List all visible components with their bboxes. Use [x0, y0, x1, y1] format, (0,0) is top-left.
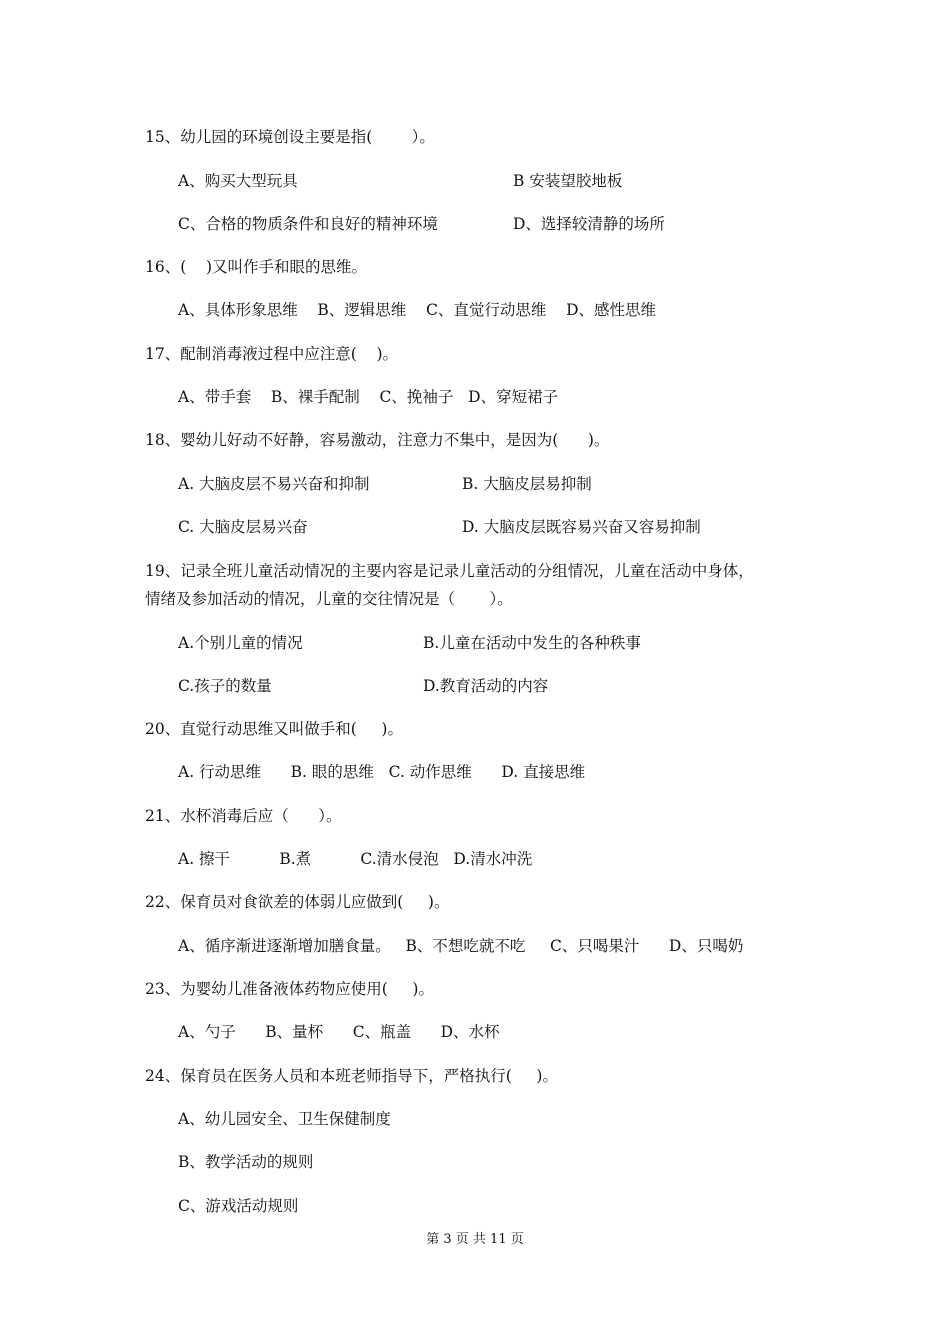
option-19-a: A.个别儿童的情况: [178, 634, 303, 652]
options-20: A. 行动思维 B. 眼的思维 C. 动作思维 D. 直接思维: [178, 763, 586, 781]
question-18: 18、婴幼儿好动不好静，容易激动，注意力不集中，是因为( )。: [145, 431, 610, 449]
question-22: 22、保育员对食欲差的体弱儿应做到( )。: [145, 893, 450, 911]
option-18-b: B. 大脑皮层易抑制: [462, 475, 592, 493]
question-23: 23、为婴幼儿准备液体药物应使用( )。: [145, 980, 434, 998]
options-22: A、循序渐进逐渐增加膳食量。 B、不想吃就不吃 C、只喝果汁 D、只喝奶: [178, 937, 744, 955]
option-19-b: B.儿童在活动中发生的各种秩事: [423, 634, 641, 652]
option-18-a: A. 大脑皮层不易兴奋和抑制: [178, 475, 370, 493]
question-15: 15、幼儿园的环境创设主要是指( ）。: [145, 128, 435, 146]
question-17: 17、配制消毒液过程中应注意( )。: [145, 345, 399, 363]
options-17: A、带手套 B、裸手配制 C、挽袖子 D、穿短裙子: [178, 388, 559, 406]
option-15-d: D、选择较清静的场所: [513, 215, 665, 233]
option-24-a: A、幼儿园安全、卫生保健制度: [178, 1110, 391, 1128]
question-19: 19、记录全班儿童活动情况的主要内容是记录儿童活动的分组情况，儿童在活动中身体，: [145, 562, 754, 580]
options-23: A、勺子 B、量杯 C、瓶盖 D、水杯: [178, 1023, 500, 1041]
option-19-c: C.孩子的数量: [178, 677, 272, 695]
options-21: A. 擦干 B.煮 C.清水侵泡 D.清水冲洗: [178, 850, 533, 868]
question-16: 16、( )又叫作手和眼的思维。: [145, 258, 368, 276]
option-15-c: C、合格的物质条件和良好的精神环境: [178, 215, 438, 233]
option-24-b: B、教学活动的规则: [178, 1153, 314, 1171]
question-20: 20、直觉行动思维又叫做手和( )。: [145, 720, 403, 738]
option-24-c: C、游戏活动规则: [178, 1197, 299, 1215]
question-21: 21、水杯消毒后应（ ）。: [145, 807, 342, 825]
option-15-b: B 安装望胶地板: [513, 172, 623, 190]
option-18-d: D. 大脑皮层既容易兴奋又容易抑制: [462, 518, 701, 536]
page-footer: 第 3 页 共 11 页: [426, 1232, 524, 1247]
question-19-line2: 情绪及参加活动的情况，儿童的交往情况是（ ）。: [145, 590, 513, 608]
question-24: 24、保育员在医务人员和本班老师指导下，严格执行( )。: [145, 1067, 558, 1085]
options-16: A、具体形象思维 B、逻辑思维 C、直觉行动思维 D、感性思维: [178, 301, 656, 319]
option-19-d: D.教育活动的内容: [423, 677, 549, 695]
option-18-c: C. 大脑皮层易兴奋: [178, 518, 308, 536]
option-15-a: A、购买大型玩具: [178, 172, 298, 190]
